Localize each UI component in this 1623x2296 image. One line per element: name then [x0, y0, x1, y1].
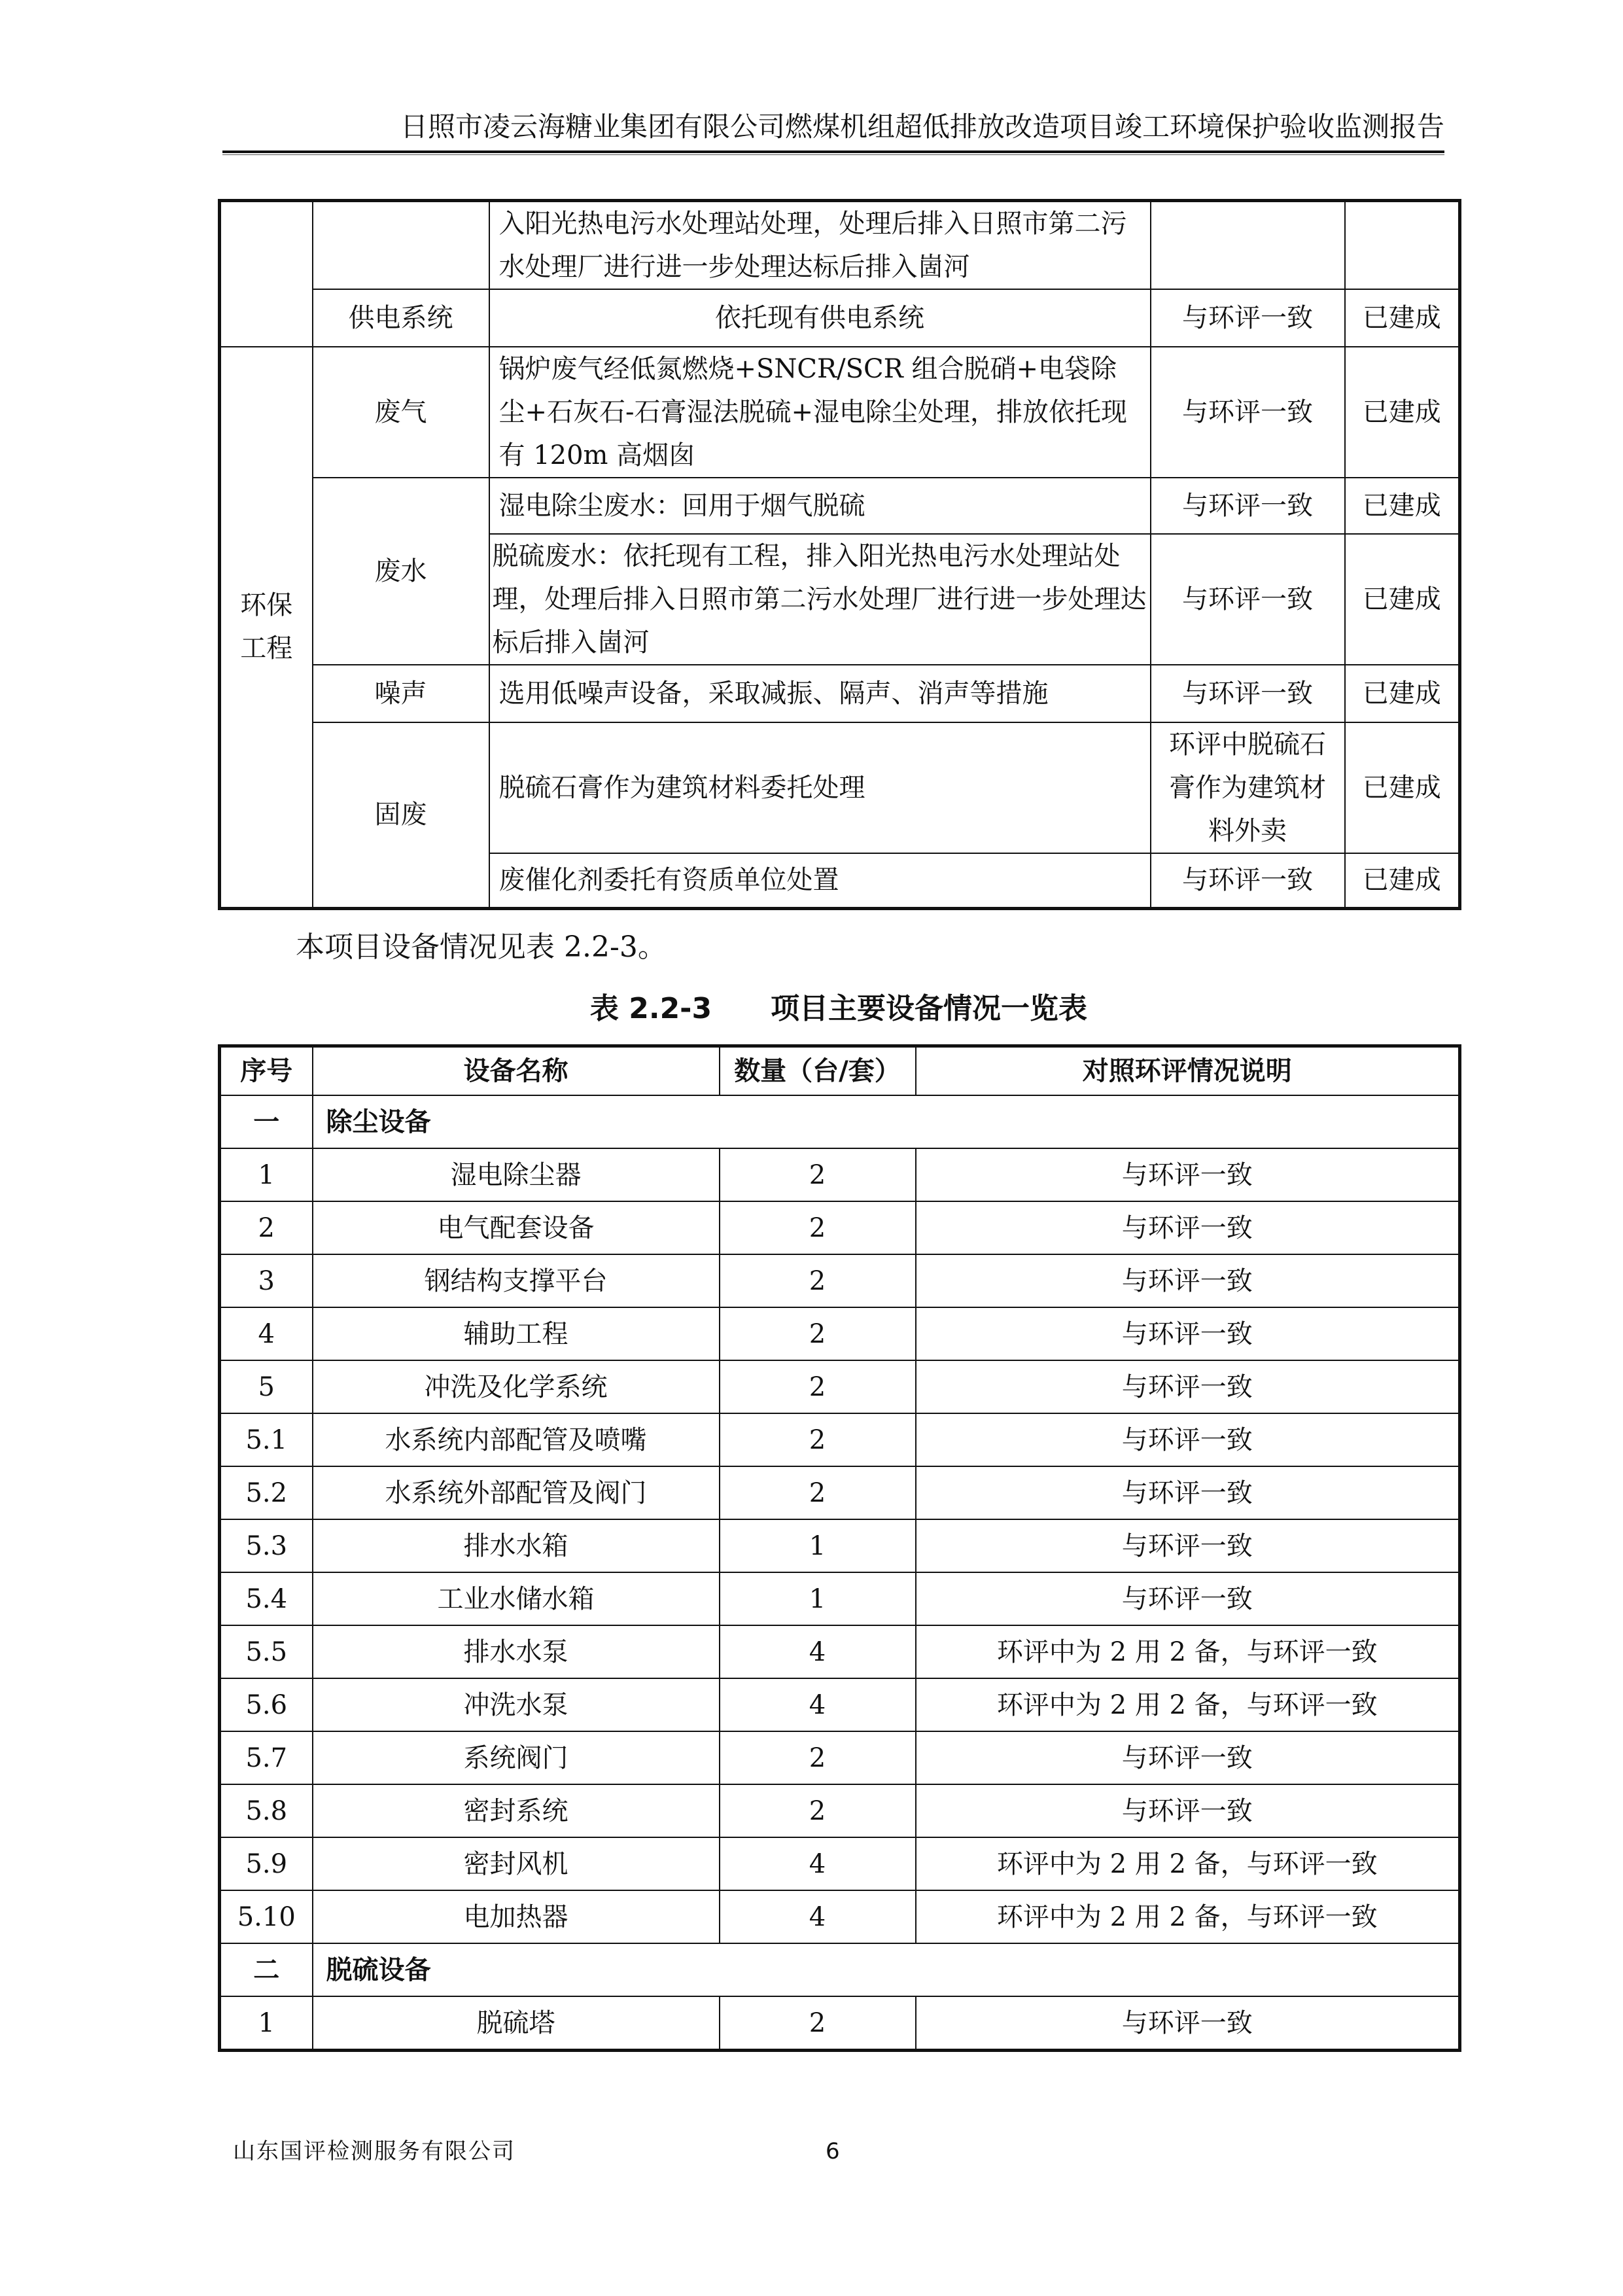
item-cell [313, 201, 489, 290]
table-row [220, 1307, 1460, 1360]
content-cell: 入阳光热电污水处理站处理，处理后排入日照市第二污水处理厂进行进一步处理达标后排入崮河 [489, 201, 1151, 290]
equipment-name: 脱硫塔 [313, 1996, 720, 2051]
table-header-row [220, 1046, 1460, 1096]
table-caption-title: 项目主要设备情况一览表 [771, 992, 1088, 1025]
eia-cell: 环评中脱硫石膏作为建筑材料外卖 [1151, 722, 1345, 853]
table-row [220, 1519, 1460, 1572]
table-caption-number: 表 2.2-3 [589, 992, 712, 1025]
equipment-name: 冲洗水泵 [313, 1678, 720, 1731]
quantity: 2 [720, 1360, 916, 1413]
quantity: 2 [720, 1307, 916, 1360]
row-number: 5.9 [220, 1837, 313, 1890]
quantity: 4 [720, 1625, 916, 1678]
row-number: 5 [220, 1360, 313, 1413]
header-name: 设备名称 [313, 1046, 720, 1096]
table-row [220, 478, 1460, 534]
eia-note: 环评中为 2 用 2 备，与环评一致 [916, 1678, 1460, 1731]
header-rule-thin [222, 154, 1444, 155]
content-cell: 依托现有供电系统 [489, 289, 1151, 347]
eia-note: 环评中为 2 用 2 备，与环评一致 [916, 1890, 1460, 1943]
eia-note: 与环评一致 [916, 1360, 1460, 1413]
footer-company: 山东国评检测服务有限公司 [233, 2138, 515, 2164]
eia-cell [1151, 201, 1345, 290]
eia-note: 环评中为 2 用 2 备，与环评一致 [916, 1837, 1460, 1890]
equipment-name: 冲洗及化学系统 [313, 1360, 720, 1413]
quantity: 2 [720, 1731, 916, 1784]
equipment-name: 电加热器 [313, 1890, 720, 1943]
equipment-table-body [220, 1095, 1460, 2051]
table-row [220, 1466, 1460, 1519]
row-number: 2 [220, 1201, 313, 1254]
table-row [220, 1678, 1460, 1731]
section-title: 除尘设备 [313, 1095, 1460, 1148]
eia-note: 与环评一致 [916, 1572, 1460, 1625]
table-row [220, 1254, 1460, 1307]
row-number: 5.4 [220, 1572, 313, 1625]
section-number: 一 [220, 1095, 313, 1148]
equipment-name: 排水水泵 [313, 1625, 720, 1678]
quantity: 4 [720, 1837, 916, 1890]
eia-note: 与环评一致 [916, 1466, 1460, 1519]
eia-note: 与环评一致 [916, 1996, 1460, 2051]
category-cell [220, 201, 313, 347]
eia-note: 与环评一致 [916, 1519, 1460, 1572]
equipment-name: 密封风机 [313, 1837, 720, 1890]
section-number: 二 [220, 1943, 313, 1996]
category-cell: 环保工程 [220, 347, 313, 908]
content-cell: 废催化剂委托有资质单位处置 [489, 853, 1151, 908]
row-number: 4 [220, 1307, 313, 1360]
item-cell: 噪声 [313, 665, 489, 722]
body-paragraph: 本项目设备情况见表 2.2-3。 [296, 930, 667, 964]
row-number: 5.1 [220, 1413, 313, 1466]
table-row [220, 1837, 1460, 1890]
equipment-name: 电气配套设备 [313, 1201, 720, 1254]
quantity: 4 [720, 1678, 916, 1731]
table-row [220, 1784, 1460, 1837]
page-number: 6 [826, 2138, 840, 2164]
section-row [220, 1943, 1460, 1996]
content-cell: 脱硫废水：依托现有工程，排入阳光热电污水处理站处理，处理后排入日照市第二污水处理厂进行进一步处理达标后排入崮河 [489, 534, 1151, 665]
item-cell: 供电系统 [313, 289, 489, 347]
status-cell [1345, 201, 1460, 290]
row-number: 5.2 [220, 1466, 313, 1519]
eia-note: 与环评一致 [916, 1148, 1460, 1201]
table-row [220, 1890, 1460, 1943]
eia-cell: 与环评一致 [1151, 478, 1345, 534]
eia-note: 与环评一致 [916, 1413, 1460, 1466]
content-cell: 脱硫石膏作为建筑材料委托处理 [489, 722, 1151, 853]
table-row [220, 201, 1460, 290]
row-number: 5.6 [220, 1678, 313, 1731]
eia-note: 与环评一致 [916, 1307, 1460, 1360]
header-rule [222, 150, 1444, 153]
eia-note: 与环评一致 [916, 1254, 1460, 1307]
row-number: 3 [220, 1254, 313, 1307]
table-row [220, 347, 1460, 478]
quantity: 2 [720, 1201, 916, 1254]
equipment-name: 湿电除尘器 [313, 1148, 720, 1201]
eia-cell: 与环评一致 [1151, 853, 1345, 908]
content-cell: 选用低噪声设备，采取减振、隔声、消声等措施 [489, 665, 1151, 722]
equipment-name: 工业水储水箱 [313, 1572, 720, 1625]
equipment-table [218, 1044, 1461, 2052]
eia-note: 环评中为 2 用 2 备，与环评一致 [916, 1625, 1460, 1678]
table-row [220, 1731, 1460, 1784]
quantity: 2 [720, 1784, 916, 1837]
status-cell: 已建成 [1345, 722, 1460, 853]
table-row [220, 1413, 1460, 1466]
quantity: 2 [720, 1254, 916, 1307]
equipment-name: 钢结构支撑平台 [313, 1254, 720, 1307]
eia-note: 与环评一致 [916, 1201, 1460, 1254]
status-cell: 已建成 [1345, 478, 1460, 534]
header-note: 对照环评情况说明 [916, 1046, 1460, 1096]
row-number: 5.3 [220, 1519, 313, 1572]
section-title: 脱硫设备 [313, 1943, 1460, 1996]
row-number: 5.7 [220, 1731, 313, 1784]
quantity: 2 [720, 1413, 916, 1466]
header-no: 序号 [220, 1046, 313, 1096]
equipment-name: 辅助工程 [313, 1307, 720, 1360]
row-number: 1 [220, 1148, 313, 1201]
equipment-name: 密封系统 [313, 1784, 720, 1837]
quantity: 1 [720, 1519, 916, 1572]
table-row [220, 1201, 1460, 1254]
row-number: 1 [220, 1996, 313, 2051]
table-row [220, 289, 1460, 347]
row-number: 5.10 [220, 1890, 313, 1943]
eia-cell: 与环评一致 [1151, 665, 1345, 722]
table-row [220, 1996, 1460, 2051]
project-composition-table [218, 199, 1461, 910]
content-cell: 湿电除尘废水：回用于烟气脱硫 [489, 478, 1151, 534]
eia-note: 与环评一致 [916, 1784, 1460, 1837]
page-header-title: 日照市凌云海糖业集团有限公司燃煤机组超低排放改造项目竣工环境保护验收监测报告 [400, 111, 1444, 143]
table-row [220, 1572, 1460, 1625]
eia-note: 与环评一致 [916, 1731, 1460, 1784]
table-row [220, 1360, 1460, 1413]
status-cell: 已建成 [1345, 665, 1460, 722]
eia-cell: 与环评一致 [1151, 347, 1345, 478]
quantity: 4 [720, 1890, 916, 1943]
equipment-name: 系统阀门 [313, 1731, 720, 1784]
eia-cell: 与环评一致 [1151, 289, 1345, 347]
row-number: 5.8 [220, 1784, 313, 1837]
status-cell: 已建成 [1345, 347, 1460, 478]
status-cell: 已建成 [1345, 853, 1460, 908]
equipment-name: 排水水箱 [313, 1519, 720, 1572]
item-cell: 固废 [313, 722, 489, 908]
table-row [220, 1625, 1460, 1678]
quantity: 2 [720, 1148, 916, 1201]
table-row [220, 1148, 1460, 1201]
eia-cell: 与环评一致 [1151, 534, 1345, 665]
quantity: 1 [720, 1572, 916, 1625]
status-cell: 已建成 [1345, 534, 1460, 665]
table-row [220, 722, 1460, 853]
equipment-name: 水系统外部配管及阀门 [313, 1466, 720, 1519]
section-row [220, 1095, 1460, 1148]
item-cell: 废水 [313, 478, 489, 665]
header-qty: 数量（台/套） [720, 1046, 916, 1096]
row-number: 5.5 [220, 1625, 313, 1678]
item-cell: 废气 [313, 347, 489, 478]
table-row [220, 665, 1460, 722]
equipment-name: 水系统内部配管及喷嘴 [313, 1413, 720, 1466]
quantity: 2 [720, 1466, 916, 1519]
quantity: 2 [720, 1996, 916, 2051]
content-cell: 锅炉废气经低氮燃烧+SNCR/SCR 组合脱硝+电袋除尘+石灰石-石膏湿法脱硫+湿电除尘处理，排放依托现有 120m 高烟囱 [489, 347, 1151, 478]
table-caption [218, 989, 1459, 1029]
status-cell: 已建成 [1345, 289, 1460, 347]
